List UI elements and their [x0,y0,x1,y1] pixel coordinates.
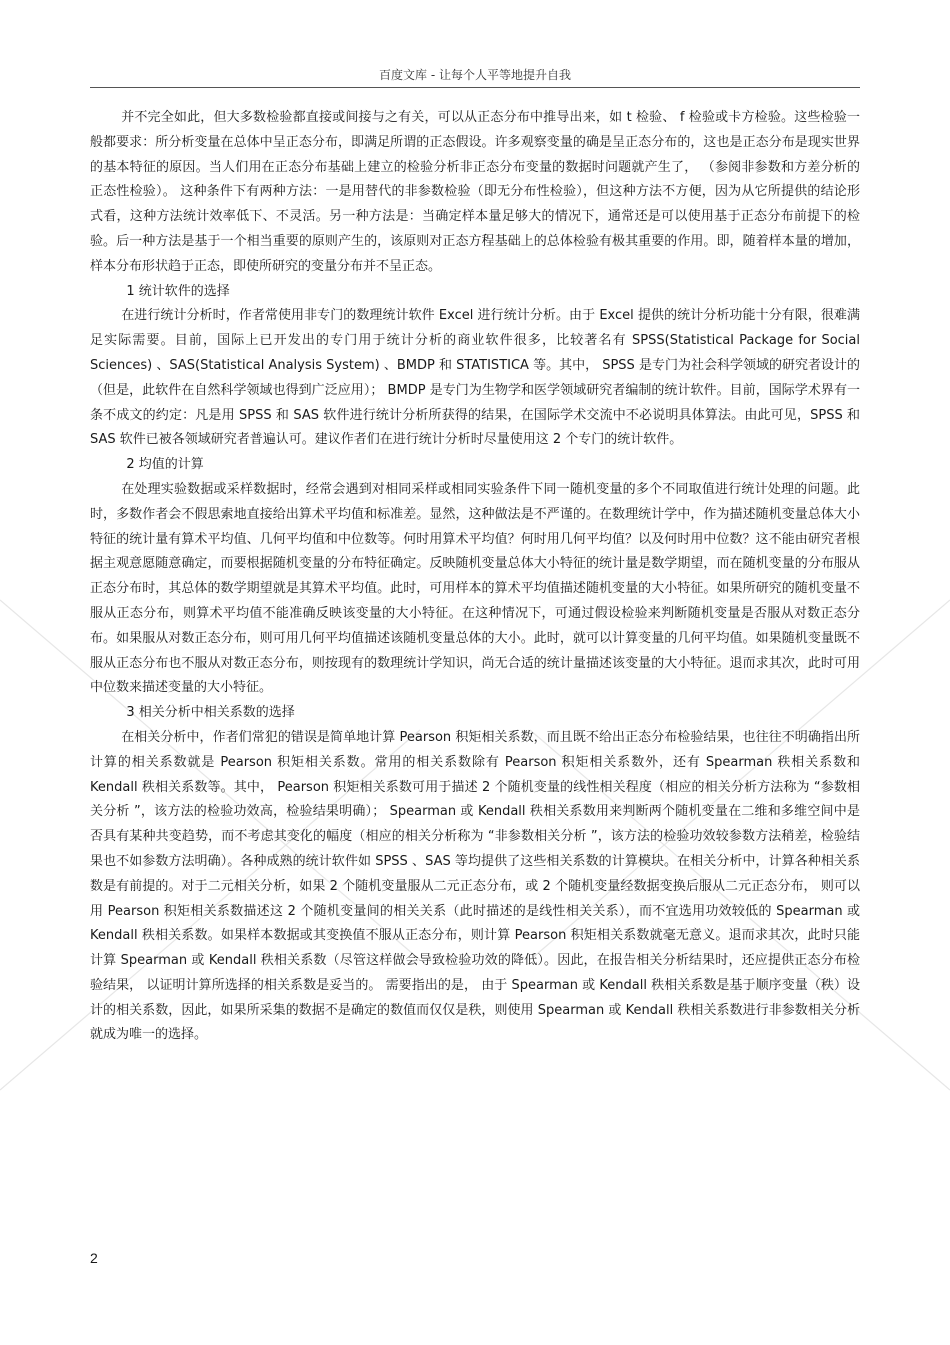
section-1-paragraph: 在进行统计分析时，作者常使用非专门的数理统计软件 Excel 进行统计分析。由于 Excel 提供的统计分析功能十分有限，很难满足实际需要。目前，国际上已开发出的专门用于统计分析的商业软件很多，比较著名有 SPSS(Statistical Package for Social Sciences) 、SAS(Statistical Analysis System) 、BMDP 和 STATISTICA 等。其中， SPSS 是专门为社会科学领域的研究者设计的（但是，此软件在自然科学领域也得到广泛应用）； BMDP 是专门为生物学和医学领域研究者编制的统计软件。目前，国际学术界有一条不成文的约定：凡是用 SPSS 和 SAS 软件进行统计分析所获得的结果，在国际学术交流中不必说明具体算法。由此可见，SPSS 和 SAS 软件已被各领域研究者普遍认可。建议作者们在进行统计分析时尽量使用这 2 个专门的统计软件。 [90,308,860,448]
page-header [90,66,860,88]
intro-paragraph: 并不完全如此，但大多数检验都直接或间接与之有关，可以从正态分布中推导出来，如 t 检验、 f 检验或卡方检验。这些检验一般都要求：所分析变量在总体中呈正态分布，即满足所谓的正态假设。许多观察变量的确是呈正态分布的，这也是正态分布是现实世界的基本特征的原因。当人们用在正态分布基础上建立的检验分析非正态分布变量的数据时问题就产生了， （参阅非参数和方差分析的正态性检验）。 这种条件下有两种方法：一是用替代的非参数检验（即无分布性检验），但这种方法不方便，因为从它所提供的结论形式看，这种方法统计效率低下、不灵活。另一种方法是：当确定样本量足够大的情况下，通常还是可以使用基于正态分布前提下的检验。后一种方法是基于一个相当重要的原则产生的，该原则对正态方程基础上的总体检验有极其重要的作用。即，随着样本量的增加，样本分布形状趋于正态，即使所研究的变量分布并不呈正态。 [90,110,860,274]
document-body [90,106,860,1048]
header-title: 百度文库 - 让每个人平等地提升自我 [379,68,571,82]
section-1-heading: 1 统计软件的选择 [126,283,230,299]
section-3-paragraph: 在相关分析中，作者们常犯的错误是简单地计算 Pearson 积矩相关系数，而且既不给出正态分布检验结果，也往往不明确指出所计算的相关系数就是 Pearson 积矩相关系数。常用的相关系数除有 Pearson 积矩相关系数外，还有 Spearman 秩相关系数和 Kendall 秩相关系数等。其中， Pearson 积矩相关系数可用于描述 2 个随机变量的线性相关程度（相应的相关分析方法称为 “参数相关分析 ”，该方法的检验功效高，检验结果明确）； Spearman 或 Kendall 秩相关系数用来判断两个随机变量在二维和多维空间中是否具有某种共变趋势，而不考虑其变化的幅度（相应的相关分析称为 “非参数相关分析 ”，该方法的检验功效较参数方法稍差，检验结果也不如参数方法明确）。各种成熟的统计软件如 SPSS 、SAS 等均提供了这些相关系数的计算模块。在相关分析中，计算各种相关系数是有前提的。对于二元相关分析，如果 2 个随机变量服从二元正态分布，或 2 个随机变量经数据变换后服从二元正态分布， 则可以用 Pearson 积矩相关系数描述这 2 个随机变量间的相关关系（此时描述的是线性相关关系），而不宜选用功效较低的 Spearman 或 Kendall 秩相关系数。如果样本数据或其变换值不服从正态分布，则计算 Pearson 积矩相关系数就毫无意义。退而求其次，此时只能计算 Spearman 或 Kendall 秩相关系数（尽管这样做会导致检验功效的降低）。因此，在报告相关分析结果时，还应提供正态分布检验结果， 以证明计算所选择的相关系数是妥当的。 需要指出的是， 由于 Spearman 或 Kendall 秩相关系数是基于顺序变量（秩）设计的相关系数，因此，如果所采集的数据不是确定的数值而仅仅是秩，则使用 Spearman 或 Kendall 秩相关系数进行非参数相关分析就成为唯一的选择。 [90,729,860,1043]
section-2-heading: 2 均值的计算 [126,457,204,473]
section-3-heading: 3 相关分析中相关系数的选择 [126,705,295,721]
page-number: 2 [90,1250,98,1266]
section-2-paragraph: 在处理实验数据或采样数据时，经常会遇到对相同采样或相同实验条件下同一随机变量的多个不同取值进行统计处理的问题。此时，多数作者会不假思索地直接给出算术平均值和标准差。显然，这种做法是不严谨的。在数理统计学中，作为描述随机变量总体大小特征的统计量有算术平均值、几何平均值和中位数等。何时用算术平均值？何时用几何平均值？以及何时用中位数？这不能由研究者根据主观意愿随意确定，而要根据随机变量的分布特征确定。反映随机变量总体大小特征的统计量是数学期望，而在随机变量的分布服从正态分布时，其总体的数学期望就是其算术平均值。此时，可用样本的算术平均值描述随机变量的大小特征。如果所研究的随机变量不服从正态分布，则算术平均值不能准确反映该变量的大小特征。在这种情况下，可通过假设检验来判断随机变量是否服从对数正态分布。如果服从对数正态分布，则可用几何平均值描述该随机变量总体的大小。此时，就可以计算变量的几何平均值。如果随机变量既不服从正态分布也不服从对数正态分布，则按现有的数理统计学知识，尚无合适的统计量描述该变量的大小特征。退而求其次，此时可用中位数来描述变量的大小特征。 [90,481,860,696]
